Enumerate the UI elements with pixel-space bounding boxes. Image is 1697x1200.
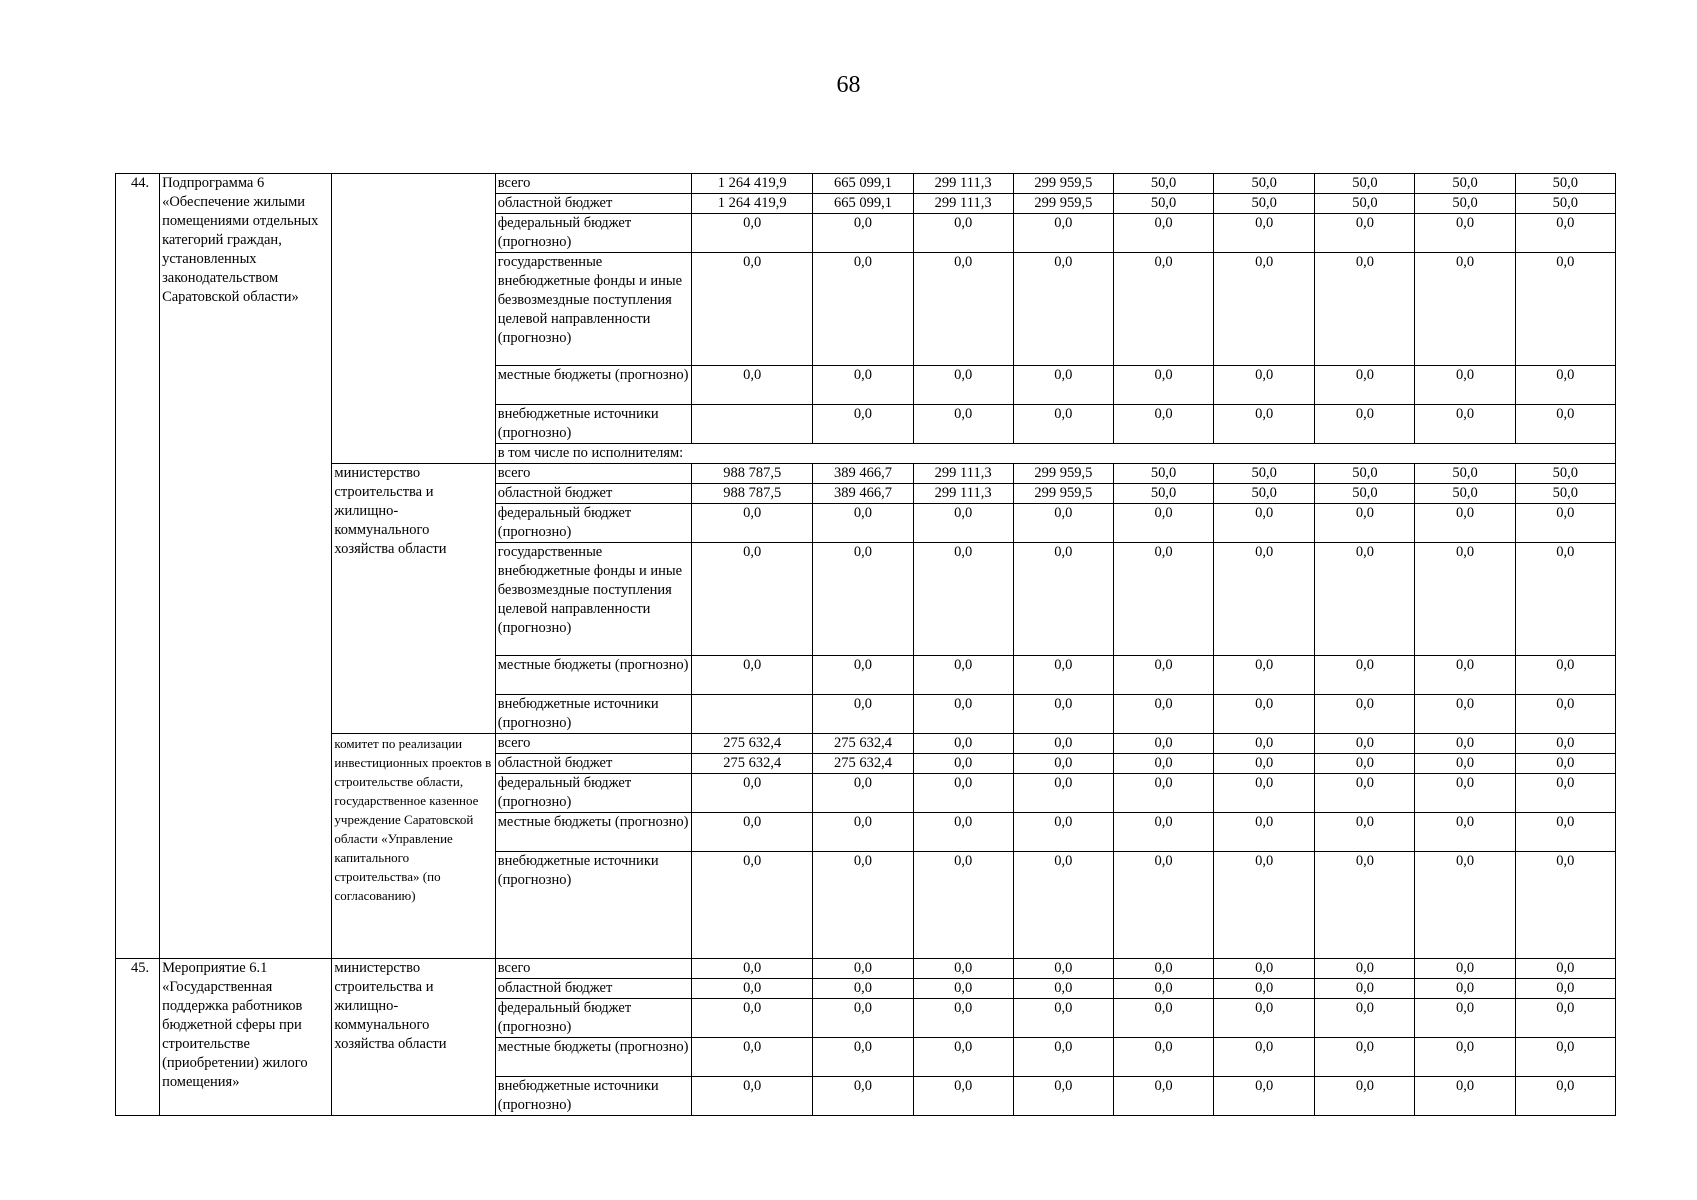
amount-cell: 0,0 — [1415, 656, 1515, 695]
amount-cell: 0,0 — [1315, 1038, 1415, 1077]
program-name: Мероприятие 6.1 «Государственная поддержка работников бюджетной сферы при строительстве (приобретении) жилого помещения» — [160, 959, 332, 1116]
funding-source: федеральный бюджет (прогнозно) — [495, 504, 691, 543]
amount-cell: 0,0 — [913, 959, 1013, 979]
amount-cell: 0,0 — [1013, 813, 1113, 852]
amount-cell: 0,0 — [1113, 979, 1213, 999]
amount-cell: 0,0 — [913, 543, 1013, 656]
amount-cell: 0,0 — [813, 214, 913, 253]
amount-cell: 50,0 — [1113, 194, 1213, 214]
amount-cell: 0,0 — [813, 999, 913, 1038]
amount-cell: 0,0 — [1013, 253, 1113, 366]
amount-cell: 299 111,3 — [913, 484, 1013, 504]
amount-cell: 0,0 — [1013, 734, 1113, 754]
amount-cell: 0,0 — [1013, 504, 1113, 543]
amount-cell: 0,0 — [1113, 543, 1213, 656]
amount-cell: 0,0 — [1113, 214, 1213, 253]
funding-source: местные бюджеты (прогнозно) — [495, 656, 691, 695]
amount-cell: 50,0 — [1415, 174, 1515, 194]
amount-cell: 0,0 — [1415, 852, 1515, 959]
amount-cell: 0,0 — [913, 734, 1013, 754]
amount-cell: 0,0 — [1214, 695, 1315, 734]
funding-source: всего — [495, 464, 691, 484]
amount-cell: 0,0 — [1415, 405, 1515, 444]
amount-cell: 0,0 — [1515, 734, 1615, 754]
amount-cell: 0,0 — [1113, 366, 1213, 405]
budget-table — [115, 173, 1616, 1116]
amount-cell: 50,0 — [1214, 464, 1315, 484]
amount-cell: 0,0 — [813, 979, 913, 999]
amount-cell: 0,0 — [1315, 959, 1415, 979]
amount-cell: 275 632,4 — [692, 754, 813, 774]
amount-cell: 0,0 — [692, 959, 813, 979]
funding-source: областной бюджет — [495, 194, 691, 214]
amount-cell: 0,0 — [1315, 366, 1415, 405]
amount-cell: 0,0 — [913, 366, 1013, 405]
amount-cell: 0,0 — [813, 813, 913, 852]
amount-cell: 0,0 — [1113, 754, 1213, 774]
amount-cell: 0,0 — [692, 979, 813, 999]
amount-cell: 0,0 — [1214, 774, 1315, 813]
funding-source: государственные внебюджетные фонды и иные безвозмездные поступления целевой направленности (прогнозно) — [495, 253, 691, 366]
amount-cell: 0,0 — [692, 214, 813, 253]
amount-cell: 0,0 — [1315, 979, 1415, 999]
amount-cell: 0,0 — [1515, 253, 1615, 366]
amount-cell: 665 099,1 — [813, 194, 913, 214]
amount-cell: 0,0 — [1315, 253, 1415, 366]
amount-cell: 0,0 — [1113, 1077, 1213, 1116]
amount-cell: 50,0 — [1515, 194, 1615, 214]
row-number: 45. — [116, 959, 160, 1116]
funding-source: всего — [495, 174, 691, 194]
amount-cell: 0,0 — [1214, 405, 1315, 444]
amount-cell: 0,0 — [913, 852, 1013, 959]
amount-cell: 50,0 — [1113, 174, 1213, 194]
amount-cell: 0,0 — [1315, 999, 1415, 1038]
amount-cell: 0,0 — [1315, 813, 1415, 852]
amount-cell: 50,0 — [1515, 174, 1615, 194]
amount-cell: 0,0 — [1415, 504, 1515, 543]
amount-cell: 50,0 — [1113, 464, 1213, 484]
amount-cell: 0,0 — [1013, 959, 1113, 979]
amount-cell — [692, 405, 813, 444]
amount-cell: 0,0 — [1515, 1038, 1615, 1077]
amount-cell: 0,0 — [913, 656, 1013, 695]
amount-cell: 0,0 — [913, 1038, 1013, 1077]
amount-cell — [692, 695, 813, 734]
amount-cell: 0,0 — [692, 774, 813, 813]
amount-cell: 299 111,3 — [913, 174, 1013, 194]
amount-cell: 0,0 — [1013, 774, 1113, 813]
amount-cell: 50,0 — [1415, 484, 1515, 504]
executor-name — [332, 174, 495, 464]
funding-source: местные бюджеты (прогнозно) — [495, 366, 691, 405]
amount-cell: 50,0 — [1315, 464, 1415, 484]
amount-cell: 0,0 — [1013, 656, 1113, 695]
amount-cell: 0,0 — [913, 695, 1013, 734]
amount-cell: 299 959,5 — [1013, 464, 1113, 484]
amount-cell: 0,0 — [692, 253, 813, 366]
funding-source: государственные внебюджетные фонды и иные безвозмездные поступления целевой направленности (прогнозно) — [495, 543, 691, 656]
amount-cell: 275 632,4 — [813, 754, 913, 774]
amount-cell: 0,0 — [913, 214, 1013, 253]
amount-cell: 0,0 — [1415, 959, 1515, 979]
executor-name: министерство строительства и жилищно-коммунального хозяйства области — [332, 959, 495, 1116]
amount-cell: 0,0 — [1515, 695, 1615, 734]
amount-cell: 0,0 — [813, 253, 913, 366]
amount-cell: 0,0 — [1214, 852, 1315, 959]
table-row — [116, 959, 1616, 979]
amount-cell: 0,0 — [1515, 656, 1615, 695]
amount-cell: 389 466,7 — [813, 464, 913, 484]
amount-cell: 275 632,4 — [813, 734, 913, 754]
amount-cell: 0,0 — [813, 774, 913, 813]
amount-cell: 299 959,5 — [1013, 484, 1113, 504]
amount-cell: 0,0 — [1113, 999, 1213, 1038]
amount-cell: 0,0 — [1415, 999, 1515, 1038]
amount-cell: 275 632,4 — [692, 734, 813, 754]
amount-cell: 0,0 — [1214, 999, 1315, 1038]
amount-cell: 0,0 — [1515, 754, 1615, 774]
amount-cell: 0,0 — [1515, 405, 1615, 444]
funding-source: внебюджетные источники (прогнозно) — [495, 852, 691, 959]
amount-cell: 0,0 — [913, 813, 1013, 852]
amount-cell: 0,0 — [1515, 214, 1615, 253]
amount-cell: 0,0 — [1415, 214, 1515, 253]
amount-cell: 50,0 — [1214, 484, 1315, 504]
funding-source: областной бюджет — [495, 979, 691, 999]
amount-cell: 0,0 — [813, 695, 913, 734]
amount-cell: 0,0 — [1315, 504, 1415, 543]
amount-cell: 50,0 — [1113, 484, 1213, 504]
amount-cell: 0,0 — [913, 1077, 1013, 1116]
funding-source: федеральный бюджет (прогнозно) — [495, 214, 691, 253]
amount-cell: 0,0 — [1013, 1038, 1113, 1077]
amount-cell: 0,0 — [692, 504, 813, 543]
amount-cell: 0,0 — [913, 405, 1013, 444]
amount-cell: 0,0 — [1415, 253, 1515, 366]
amount-cell: 0,0 — [1415, 1077, 1515, 1116]
executor-name: комитет по реализации инвестиционных проектов в строительстве области, государственное казенное учреждение Саратовской области «Управление капитального строительства» (по согласованию) — [332, 734, 495, 959]
amount-cell: 0,0 — [1214, 1077, 1315, 1116]
amount-cell: 0,0 — [1214, 543, 1315, 656]
amount-cell: 0,0 — [1315, 656, 1415, 695]
amount-cell: 299 111,3 — [913, 464, 1013, 484]
amount-cell: 0,0 — [913, 999, 1013, 1038]
amount-cell: 0,0 — [1515, 813, 1615, 852]
amount-cell: 0,0 — [1315, 543, 1415, 656]
amount-cell: 0,0 — [1315, 695, 1415, 734]
amount-cell: 0,0 — [1515, 852, 1615, 959]
amount-cell: 0,0 — [692, 1038, 813, 1077]
amount-cell: 50,0 — [1214, 174, 1315, 194]
amount-cell: 0,0 — [1415, 813, 1515, 852]
amount-cell: 299 959,5 — [1013, 194, 1113, 214]
amount-cell: 0,0 — [1315, 405, 1415, 444]
funding-source: областной бюджет — [495, 754, 691, 774]
amount-cell: 1 264 419,9 — [692, 174, 813, 194]
amount-cell: 0,0 — [692, 999, 813, 1038]
amount-cell: 0,0 — [1315, 754, 1415, 774]
amount-cell: 0,0 — [1013, 214, 1113, 253]
amount-cell: 0,0 — [1515, 1077, 1615, 1116]
amount-cell: 0,0 — [1515, 366, 1615, 405]
amount-cell: 0,0 — [913, 754, 1013, 774]
funding-source: областной бюджет — [495, 484, 691, 504]
amount-cell: 0,0 — [813, 656, 913, 695]
amount-cell: 0,0 — [913, 253, 1013, 366]
funding-source: местные бюджеты (прогнозно) — [495, 813, 691, 852]
amount-cell: 0,0 — [913, 774, 1013, 813]
amount-cell: 0,0 — [1515, 959, 1615, 979]
amount-cell: 0,0 — [1113, 1038, 1213, 1077]
amount-cell: 0,0 — [1113, 852, 1213, 959]
amount-cell: 0,0 — [913, 979, 1013, 999]
funding-source: всего — [495, 734, 691, 754]
executors-note: в том числе по исполнителям: — [495, 444, 1615, 464]
funding-source: внебюджетные источники (прогнозно) — [495, 405, 691, 444]
program-name: Подпрограмма 6 «Обеспечение жилыми помещениями отдельных категорий граждан, установленных законодательством Саратовской области» — [160, 174, 332, 959]
amount-cell: 665 099,1 — [813, 174, 913, 194]
amount-cell: 50,0 — [1315, 484, 1415, 504]
amount-cell: 0,0 — [1214, 504, 1315, 543]
amount-cell: 0,0 — [692, 366, 813, 405]
amount-cell: 0,0 — [1214, 656, 1315, 695]
amount-cell: 0,0 — [1315, 734, 1415, 754]
amount-cell: 0,0 — [1214, 979, 1315, 999]
amount-cell: 0,0 — [1113, 253, 1213, 366]
amount-cell: 0,0 — [1013, 979, 1113, 999]
amount-cell: 389 466,7 — [813, 484, 913, 504]
amount-cell: 0,0 — [813, 543, 913, 656]
amount-cell: 0,0 — [1214, 366, 1315, 405]
amount-cell: 0,0 — [1013, 405, 1113, 444]
amount-cell: 0,0 — [1113, 656, 1213, 695]
amount-cell: 0,0 — [813, 405, 913, 444]
table-row — [116, 464, 1616, 484]
amount-cell: 0,0 — [1214, 1038, 1315, 1077]
amount-cell: 0,0 — [1415, 366, 1515, 405]
amount-cell: 0,0 — [1013, 852, 1113, 959]
amount-cell: 0,0 — [1515, 999, 1615, 1038]
amount-cell: 0,0 — [1415, 754, 1515, 774]
amount-cell: 50,0 — [1315, 174, 1415, 194]
amount-cell: 0,0 — [692, 656, 813, 695]
amount-cell: 988 787,5 — [692, 464, 813, 484]
amount-cell: 0,0 — [1315, 852, 1415, 959]
amount-cell: 0,0 — [1113, 695, 1213, 734]
amount-cell: 0,0 — [813, 852, 913, 959]
amount-cell: 0,0 — [1315, 1077, 1415, 1116]
amount-cell: 0,0 — [1013, 754, 1113, 774]
funding-source: федеральный бюджет (прогнозно) — [495, 774, 691, 813]
funding-source: внебюджетные источники (прогнозно) — [495, 1077, 691, 1116]
amount-cell: 50,0 — [1515, 464, 1615, 484]
amount-cell: 0,0 — [813, 504, 913, 543]
amount-cell: 0,0 — [1113, 813, 1213, 852]
amount-cell: 0,0 — [1515, 504, 1615, 543]
amount-cell: 0,0 — [1013, 366, 1113, 405]
table-row — [116, 734, 1616, 754]
amount-cell: 0,0 — [813, 959, 913, 979]
amount-cell: 0,0 — [1515, 774, 1615, 813]
funding-source: местные бюджеты (прогнозно) — [495, 1038, 691, 1077]
amount-cell: 0,0 — [1214, 754, 1315, 774]
row-number: 44. — [116, 174, 160, 959]
amount-cell: 0,0 — [692, 813, 813, 852]
amount-cell: 0,0 — [1013, 1077, 1113, 1116]
amount-cell: 0,0 — [1415, 979, 1515, 999]
page-number: 68 — [836, 72, 861, 98]
amount-cell: 50,0 — [1415, 464, 1515, 484]
amount-cell: 0,0 — [1113, 405, 1213, 444]
amount-cell: 0,0 — [1315, 214, 1415, 253]
amount-cell: 50,0 — [1315, 194, 1415, 214]
amount-cell: 0,0 — [692, 1077, 813, 1116]
amount-cell: 0,0 — [1214, 813, 1315, 852]
amount-cell: 988 787,5 — [692, 484, 813, 504]
amount-cell: 0,0 — [1214, 253, 1315, 366]
amount-cell: 0,0 — [913, 504, 1013, 543]
amount-cell: 0,0 — [1415, 1038, 1515, 1077]
funding-source: федеральный бюджет (прогнозно) — [495, 999, 691, 1038]
amount-cell: 0,0 — [1214, 959, 1315, 979]
amount-cell: 0,0 — [813, 1077, 913, 1116]
amount-cell: 0,0 — [1415, 543, 1515, 656]
amount-cell: 0,0 — [692, 852, 813, 959]
funding-source: внебюджетные источники (прогнозно) — [495, 695, 691, 734]
executor-name: министерство строительства и жилищно-коммунального хозяйства области — [332, 464, 495, 734]
amount-cell: 1 264 419,9 — [692, 194, 813, 214]
funding-source: всего — [495, 959, 691, 979]
amount-cell: 0,0 — [1415, 734, 1515, 754]
table-body — [116, 174, 1616, 1116]
amount-cell: 50,0 — [1214, 194, 1315, 214]
amount-cell: 0,0 — [1013, 999, 1113, 1038]
amount-cell: 0,0 — [1113, 734, 1213, 754]
amount-cell: 0,0 — [1515, 543, 1615, 656]
table-row — [116, 174, 1616, 194]
amount-cell: 0,0 — [1013, 543, 1113, 656]
amount-cell: 0,0 — [1515, 979, 1615, 999]
amount-cell: 0,0 — [1415, 774, 1515, 813]
amount-cell: 0,0 — [1415, 695, 1515, 734]
amount-cell: 50,0 — [1415, 194, 1515, 214]
amount-cell: 50,0 — [1515, 484, 1615, 504]
amount-cell: 0,0 — [1113, 959, 1213, 979]
amount-cell: 299 959,5 — [1013, 174, 1113, 194]
amount-cell: 0,0 — [1013, 695, 1113, 734]
amount-cell: 0,0 — [692, 543, 813, 656]
amount-cell: 0,0 — [813, 366, 913, 405]
amount-cell: 0,0 — [1214, 214, 1315, 253]
amount-cell: 0,0 — [813, 1038, 913, 1077]
amount-cell: 0,0 — [1113, 774, 1213, 813]
amount-cell: 299 111,3 — [913, 194, 1013, 214]
amount-cell: 0,0 — [1113, 504, 1213, 543]
amount-cell: 0,0 — [1214, 734, 1315, 754]
amount-cell: 0,0 — [1315, 774, 1415, 813]
